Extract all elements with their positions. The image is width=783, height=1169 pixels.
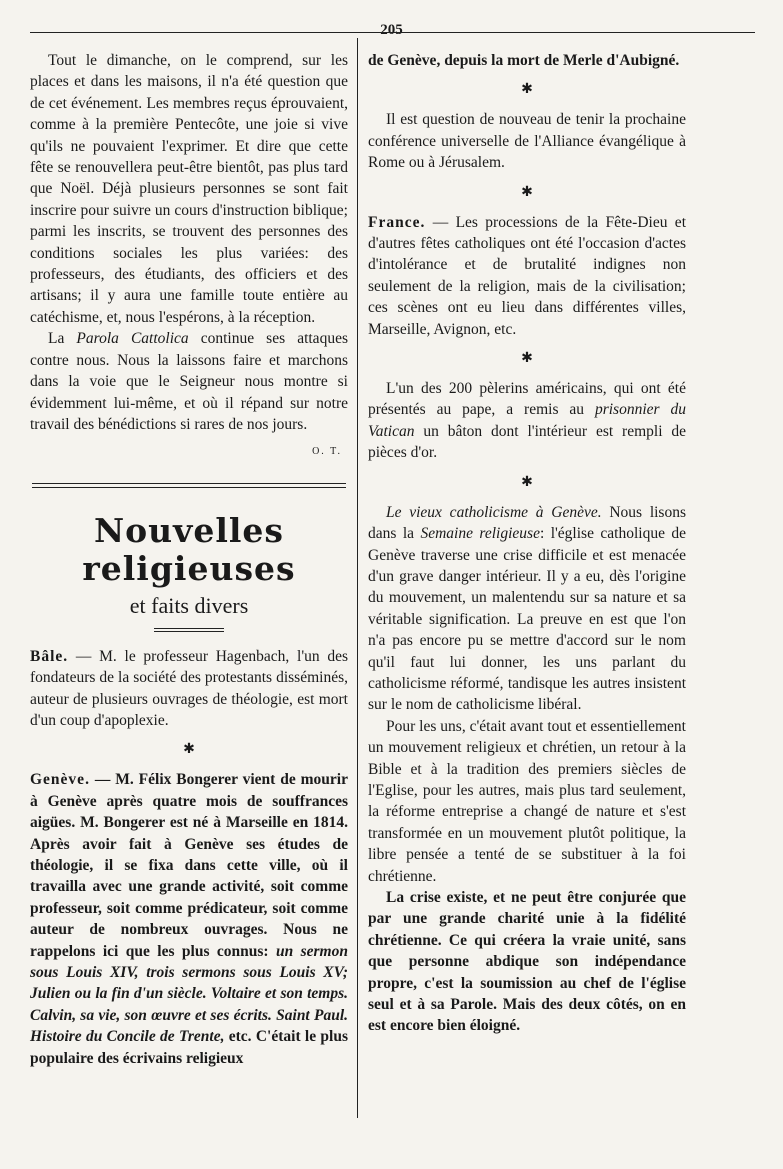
page-number: 205 [380,22,403,38]
tail-geneve: etc. C'était le plus populaire des écrivains religieux [30,1028,348,1067]
parola-before: La [48,330,77,348]
text-france: Les processions de la Fête-Dieu et d'autres fêtes catholiques ont été l'occasion d'actes d'intolérance et de brutalité indignes non seulement de la religion, mais de la civilisation; ces scènes ont eu lieu dans différentes villes, Marseille, Avignon, etc. [368,213,686,338]
news-geneve [30,769,348,1069]
place-geneve: Genève. [30,771,90,789]
text-bale: M. le professeur Hagenbach, l'un des fondateurs de la société des protestants disséminés, auteur de plusieurs ouvrages de théologie, est mort d'un coup d'apoplexie. [30,647,349,729]
news-pelerins [368,378,686,464]
header-rule [30,32,755,33]
text-geneve: M. Félix Bongerer vient de mourir à Genève après quatre mois de souffrances aigües. M. Bongerer est né à Marseille en 1814. Après avoir fait à Genève ses études de théologie, il se fixa dans cette ville, où il travailla avec une grande activité, soit comme professeur, soit comme prédicateur, soit comme auteur de nombreux ouvrages. Nous ne rappelons ici que les plus connus: [30,771,348,960]
vieux-heading: Le vieux catholicisme à Genève. [386,503,602,521]
news-france [368,212,686,340]
news-alliance: Il est question de nouveau de tenir la prochaine conférence universelle de l'Alliance évangélique à Rome ou à Jérusalem. [368,111,686,172]
vieux-source: Semaine religieuse [420,525,540,543]
intro-paragraph: Tout le dimanche, on le comprend, sur les places et dans les maisons, il n'a été question que de cet événement. Les membres reçus éprouvaient, comme à la première Pentecôte, une joie si vive qu'ils ne pouvaient l'exprimer. Et dire que cette fête se renouvellera peut-être bientôt, pas plus tard que Noël. Déjà plusieurs personnes se sont fait inscrire pour suivre un cours d'instruction biblique; parmi les inscrits, se trouvent des personnes des conditions sociales les plus variées: des professeurs, des étudiants, des officiers et des artisans; il y aura une famille toute entière au catéchisme, et, nous l'espérons, à la réception. [30,52,348,326]
dash-france: — [425,213,456,231]
subtitle-rule [154,628,224,632]
place-france: France. [368,213,426,231]
crise-paragraph: La crise existe, et ne peut être conjurée que par une grande charité unie à la fidélité chrétienne. Ce qui créera la vraie unité, sans que personne abdique son indépendance propre, c'est la soumission au chef de l'église seul et à sa Parole. Mais des deux côtés, on en est encore bien éloigné. [368,889,686,1035]
section-subtitle: et faits divers [129,592,249,618]
right-column [368,50,686,1037]
parola-title: Parola Cattolica [76,330,189,348]
news-bale [30,646,348,732]
works-geneve: un sermon sous Louis XIV, trois sermons sous Louis XV; Julien ou la fin d'un siècle. Voltaire et son temps. Calvin, sa vie, son œuvre et ses écrits. Saint Paul. Histoire du Concile de Trente, [30,942,348,1046]
parola-paragraph [30,328,348,435]
pelerins-after: un bâton dont l'intérieur est rempli de pièces d'or. [368,422,686,462]
separator-asterisk: ✱ [521,351,533,367]
pour-les-uns-paragraph: Pour les uns, c'était avant tout et essentiellement un mouvement religieux et chrétien, un retour à la Bible et à la tradition des premiers siècles de l'Eglise, pour les autres, mais plus tard seulement, la réforme entreprise a changé de nature et s'est transformée en un mouvement plutôt politique, la libre pensée a tenté de se substituer à la foi chrétienne. [368,717,686,885]
dash-bale: — [68,647,100,665]
column-divider [357,38,358,1118]
parola-after: continue ses attaques contre nous. Nous la laissons faire et marchons dans la voie que le Seigneur nous montre si évidemment lui-même, et où il répand sur notre travail des bénédictions si rares de nos jours. [30,330,348,433]
vieux-mid: Nous lisons dans la [368,503,687,543]
separator-asterisk: ✱ [183,742,195,758]
place-bale: Bâle. [30,647,69,665]
section-rule [32,483,346,488]
continuation-paragraph: de Genève, depuis la mort de Merle d'Aubigné. [368,52,680,69]
pelerins-before: L'un des 200 pèlerins américains, qui ont été présentés au pape, a remis au [368,380,686,419]
separator-asterisk: ✱ [521,82,533,98]
pelerins-italic: prisonnier du Vatican [368,401,686,440]
vieux-text: : l'église catholique de Genève traverse une crise difficile et est menacée d'un grave danger intérieur. Il y a eu, dès l'origine du mouvement, un malentendu sur sa nature et sa véritable signification. La preuve en est que l'on n'a pas encore pu se mettre d'accord sur le nom qu'il faut lui donner, les uns parlant du catholicisme réformé, tandisque les autres insistent sur le nom de catholicisme libéral. [368,525,687,714]
left-column [30,50,348,1069]
article-signature: O. T. [312,446,342,458]
separator-asterisk: ✱ [521,184,533,200]
news-vieux-catholicisme [368,502,686,716]
section-title: Nouvelles religieuses [82,510,296,588]
separator-asterisk: ✱ [521,474,533,490]
dash-geneve: — [89,771,116,789]
